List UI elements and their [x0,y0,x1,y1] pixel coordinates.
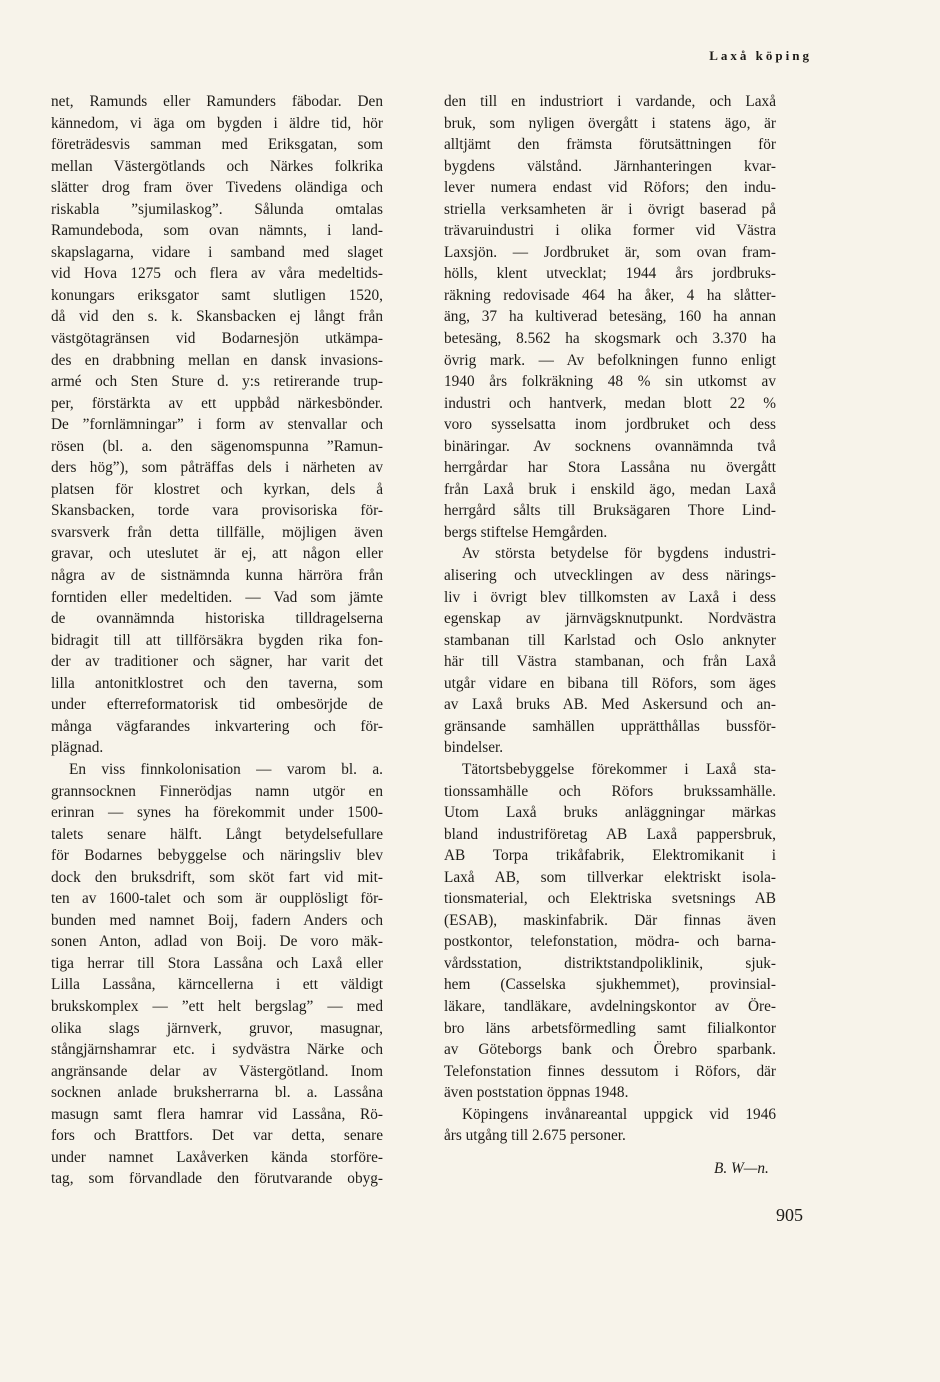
text-line: herrgård sålts till Bruksägaren Thore Lind- [444,502,776,520]
text-line: brukskomplex — ”ett helt bergslag” — med [51,997,383,1015]
text-line: kännedom, vi äga om bygden i äldre tid, hör [51,114,383,132]
text-line: utgår vidare en bibana till Röfors, som äges [444,674,776,692]
text-line: gravar, och uteslutet är ej, att någon eller [51,545,383,563]
text-line: egenskap av järnvägsknutpunkt. Nordvästra [444,610,776,628]
text-line: talets senare hälft. Långt betydelsefullare [51,825,383,843]
text-line: många vägfarandes inkvartering och för- [51,717,383,735]
text-line: 1940 års folkräkning 48 % sin utkomst av [444,373,776,391]
text-line: alltjämt den främsta förutsättningen för [444,136,776,154]
text-line: bunden med namnet Boij, fadern Anders och [51,911,383,929]
text-line: striella verksamheten är i övrigt baserad på [444,200,776,218]
text-line: svarsverk från detta tillfälle, möjligen även [51,523,383,541]
text-line: från Laxå bruk i enskild ägo, medan Laxå [444,480,776,498]
text-line: fors och Brattfors. Det var detta, senare [51,1127,383,1145]
text-line: forntiden eller medeltiden. — Vad som jämte [51,588,383,606]
text-line: platsen för klostret och kyrkan, dels å [51,480,383,498]
text-line: tionssamhälle och Röfors brukssamhälle. [444,782,776,800]
text-line: bro läns arbetsförmedling samt filialkontor [444,1019,776,1037]
text-line: liv i övrigt blev tillkomsten av Laxå i dess [444,588,776,606]
text-line: gränsande samhällen upprätthållas bussför- [444,717,776,735]
text-line: läkare, tandläkare, avdelningskontor av Öre- [444,997,776,1015]
text-line: bidragit till att tillförsäkra bygden rika fon- [51,631,383,649]
text-line: industri och hantverk, medan blott 22 % [444,394,776,412]
text-line: hölls, klent utvecklat; 1944 års jordbruks- [444,265,776,283]
text-line: några av de sistnämnda kunna härröra från [51,567,383,585]
text-line: Skansbacken, torde vara provisoriska för- [51,502,383,520]
text-line: av Laxå bruks AB. Med Askersund och an- [444,696,776,714]
text-line: erinran — synes ha förekommit under 1500- [51,804,383,822]
text-line: den till en industriort i vardande, och Laxå [444,93,776,110]
text-line: även poststation öppnas 1948. [444,1084,629,1102]
text-line: Laxå AB, som tillverkar elektriskt isola- [444,868,776,886]
text-line: företrädesvis samman med Eriksgatan, som [51,136,383,154]
text-line: Laxsjön. — Jordbruket är, som ovan fram- [444,243,776,261]
text-line: slätter drog fram över Tivedens oländiga och [51,179,383,197]
page-number: 905 [776,1205,803,1225]
left-column [51,91,383,1190]
text-line: riskabla ”sjumilaskog”. Sålunda omtalas [51,200,383,218]
text-line: De ”fornlämningar” i form av stenvallar och [51,416,383,434]
text-line: (ESAB), maskinfabrik. Där finnas även [444,911,776,929]
text-line: Utom Laxå bruks anläggningar märkas [444,804,776,822]
text-line: de ovannämnda historiska tilldragelserna [51,610,383,628]
text-line: Lilla Lassåna, kärncellerna i ett väldigt [51,976,383,994]
text-line: hem (Casselska sjukhemmet), provinsial- [444,976,776,994]
text-line: grannsocknen Finnerödjas namn utgör en [51,782,383,800]
text-line: äng, 37 ha kultiverad betesäng, 160 ha annan [444,308,776,326]
text-line: bygdens välstånd. Järnhanteringen kvar- [444,157,776,175]
text-line: dock den bruksdrift, som sköt fart vid mit- [51,868,383,886]
text-line: der av traditioner och sägner, har varit det [51,653,383,671]
text-line: tiga herrar till Stora Lassåna och Laxå eller [51,954,383,972]
author-signature: B. W—n. [714,1160,769,1177]
text-line: vårdsstation, distriktstandpoliklinik, sjuk- [444,954,776,972]
text-line: postkontor, telefonstation, mödra- och barna- [444,933,776,951]
text-line: mellan Västergötlands och Närkes folkrika [51,157,383,175]
text-line: Telefonstation finnes dessutom i Röfors, där [444,1062,776,1080]
text-line: bergs stiftelse Hemgården. [444,523,608,541]
running-title: Laxå köping [709,48,812,63]
text-line: västgötagränsen vid Bodarnesjön utkämpa- [51,330,383,348]
text-line: binäringar. Av socknens ovannämnda två [444,437,776,455]
text-line: En viss finnkolonisation — varom bl. a. [69,760,383,778]
text-line: vid Hova 1275 och flera av våra medeltids- [51,265,383,283]
text-line: masugn samt flera hamrar vid Lassåna, Rö- [51,1105,383,1123]
right-column [444,91,776,1147]
text-line: under namnet Laxåverken kända storföre- [51,1148,383,1166]
text-line: olika slags järnverk, gruvor, masugnar, [51,1019,383,1037]
text-line: socknen anlade bruksherrarna bl. a. Lassåna [51,1084,383,1102]
text-line: alisering och utvecklingen av dess närings- [444,567,776,585]
text-line: lever numera endast vid Röfors; den indu- [444,179,776,197]
text-line: Köpingens invånareantal uppgick vid 1946 [462,1105,776,1123]
text-line: betesäng, 8.562 ha skogsmark och 3.370 ha [444,330,776,348]
text-line: här till Västra stambanan, och från Laxå [444,653,776,671]
text-line: då vid den s. k. Skansbacken ej långt från [51,308,383,326]
text-line: tag, som förvandlade den förutvarande obyg- [51,1170,383,1188]
text-line: års utgång till 2.675 personer. [444,1127,626,1145]
text-line: bindelser. [444,739,504,757]
text-line: lilla antonitklostret och den taverna, som [51,674,383,692]
text-line: Ramundeboda, som ovan nämnts, i land- [51,222,383,240]
text-line: tionsmaterial, och Elektriska svetsnings AB [444,890,776,908]
text-line: des en drabbning mellan en dansk invasions- [51,351,383,369]
text-line: net, Ramunds eller Ramunders fäbodar. Den [51,93,383,110]
text-line: Av största betydelse för bygdens industri- [462,545,776,563]
text-line: angränsande delar av Västergötland. Inom [51,1062,383,1080]
text-line: per, förstärkta av ett uppbåd närkesbönder. [51,394,383,412]
text-line: armé och Sten Sture d. y:s retirerande trup- [51,373,383,391]
text-line: bruk, som nyligen övergått i statens ägo, är [444,114,776,132]
text-line: plägnad. [51,739,104,757]
text-line: stambanan till Karlstad och Oslo anknyter [444,631,776,649]
text-line: under efterreformatorisk tid ombesörjde de [51,696,383,714]
text-line: Tätortsbebyggelse förekommer i Laxå sta- [462,760,776,778]
text-line: räkning redovisade 464 ha åker, 4 ha slåtter- [444,286,776,304]
text-line: stångjärnshamrar etc. i sydvästra Närke och [51,1041,383,1059]
text-line: skapslagarna, vidare i samband med slaget [51,243,383,261]
text-line: av Göteborgs bank och Örebro sparbank. [444,1041,776,1059]
text-line: trävaruindustri i olika former vid Västra [444,222,776,240]
text-line: herrgårdar har Stora Lassåna nu övergått [444,459,776,477]
text-line: konungars eriksgator samt slutligen 1520, [51,286,383,304]
text-line: AB Torpa trikåfabrik, Elektromikanit i [444,847,776,865]
text-line: ten av 1600-talet och som är oupplösligt för- [51,890,383,908]
text-line: övrig mark. — Av befolkningen funno enligt [444,351,776,369]
text-line: voro sysselsatta inom jordbruket och dess [444,416,776,434]
text-line: ders hög”), som påträffas dels i närheten av [51,459,383,477]
text-line: för Bodarnes bebyggelse och näringsliv blev [51,847,383,865]
text-line: rösen (bl. a. den sägenomspunna ”Ramun- [51,437,383,455]
text-line: bland industriföretag AB Laxå pappersbruk, [444,825,776,843]
text-line: sonen Anton, adlad von Boij. De voro mäk- [51,933,383,951]
